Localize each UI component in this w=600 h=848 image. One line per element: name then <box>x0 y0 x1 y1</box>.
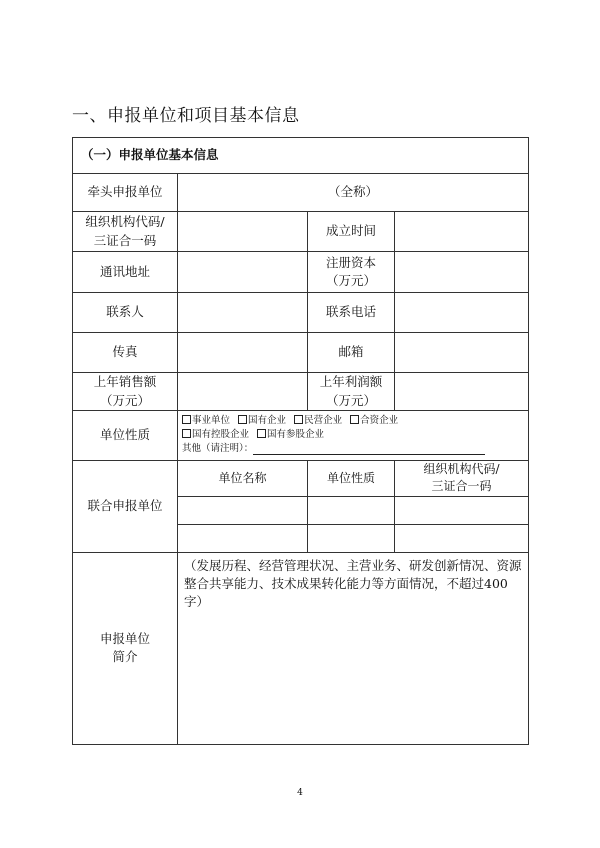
postcode-label: 邮箱 <box>308 333 395 373</box>
sales-field[interactable] <box>178 373 308 411</box>
subsection-title: （一）申报单位基本信息 <box>73 138 529 174</box>
established-label: 成立时间 <box>308 212 395 252</box>
capital-field[interactable] <box>395 252 529 293</box>
option-state-owned[interactable]: 国有企业 <box>238 415 286 426</box>
unit-nature-options-line2 <box>182 428 524 442</box>
joint-col-name: 单位名称 <box>178 461 308 497</box>
capital-label-line2: （万元） <box>325 273 376 288</box>
option-state-shareholding[interactable]: 国有参股企业 <box>257 429 324 440</box>
checkbox-icon[interactable] <box>350 415 359 424</box>
phone-field[interactable] <box>395 293 529 333</box>
option-public-institution[interactable]: 事业单位 <box>182 415 230 426</box>
unit-nature-options <box>178 411 529 461</box>
option-joint-venture[interactable]: 合资企业 <box>350 415 398 426</box>
contact-field[interactable] <box>178 293 308 333</box>
other-label: 其他（请注明）： <box>182 442 254 454</box>
intro-label-line1: 申报单位 <box>99 631 150 647</box>
page-number: 4 <box>297 788 303 798</box>
profit-label <box>308 373 395 411</box>
org-code-label-line2: 三证合一码 <box>93 232 157 248</box>
postcode-field[interactable] <box>395 333 529 373</box>
address-label: 通讯地址 <box>73 252 178 293</box>
sales-label <box>73 373 178 411</box>
intro-field[interactable] <box>178 552 529 744</box>
checkbox-icon[interactable] <box>257 429 266 438</box>
profit-label-line2: （万元） <box>325 392 376 408</box>
joint-code-field[interactable] <box>395 524 529 552</box>
checkbox-icon[interactable] <box>182 415 191 424</box>
intro-label-line2: 简介 <box>112 649 138 665</box>
joint-code-field[interactable] <box>395 496 529 524</box>
lead-unit-field[interactable] <box>178 174 529 212</box>
lead-unit-hint: （全称） <box>328 184 379 200</box>
address-field[interactable] <box>178 252 308 293</box>
joint-col-code: 组织机构代码/ 三证合一码 <box>395 461 529 497</box>
phone-label: 联系电话 <box>308 293 395 333</box>
fax-field[interactable] <box>178 333 308 373</box>
joint-col-nature: 单位性质 <box>308 461 395 497</box>
joint-nature-field[interactable] <box>308 524 395 552</box>
capital-label-line1: 注册资本 <box>325 254 376 270</box>
joint-name-field[interactable] <box>178 524 308 552</box>
joint-applicant-label: 联合申报单位 <box>73 461 178 553</box>
intro-hint: （发展历程、经营管理状况、主营业务、研发创新情况、资源整合共享能力、技术成果转化能力等方面情况，不超过400字） <box>184 557 522 610</box>
checkbox-icon[interactable] <box>182 429 191 438</box>
unit-nature-other <box>182 442 524 456</box>
section-heading: 一、申报单位和项目基本信息 <box>72 106 300 126</box>
profit-field[interactable] <box>395 373 529 411</box>
checkbox-icon[interactable] <box>238 415 247 424</box>
checkbox-icon[interactable] <box>294 415 303 424</box>
unit-nature-options-line1 <box>182 414 524 428</box>
joint-name-field[interactable] <box>178 496 308 524</box>
sales-label-line2: （万元） <box>99 392 150 408</box>
contact-label: 联系人 <box>73 293 178 333</box>
org-code-label <box>73 212 178 252</box>
unit-nature-label: 单位性质 <box>73 411 178 461</box>
option-private[interactable]: 民营企业 <box>294 415 342 426</box>
fax-label: 传真 <box>73 333 178 373</box>
option-state-controlled[interactable]: 国有控股企业 <box>182 429 249 440</box>
intro-label <box>73 552 178 744</box>
org-code-field[interactable] <box>178 212 308 252</box>
capital-label <box>308 252 395 293</box>
established-field[interactable] <box>395 212 529 252</box>
lead-unit-label: 牵头申报单位 <box>73 174 178 212</box>
sales-label-line1: 上年销售额 <box>93 374 157 390</box>
other-input[interactable] <box>253 444 485 455</box>
profit-label-line1: 上年利润额 <box>319 374 383 390</box>
org-code-label-line1: 组织机构代码/ <box>85 214 165 230</box>
joint-nature-field[interactable] <box>308 496 395 524</box>
applicant-info-form <box>72 137 529 745</box>
